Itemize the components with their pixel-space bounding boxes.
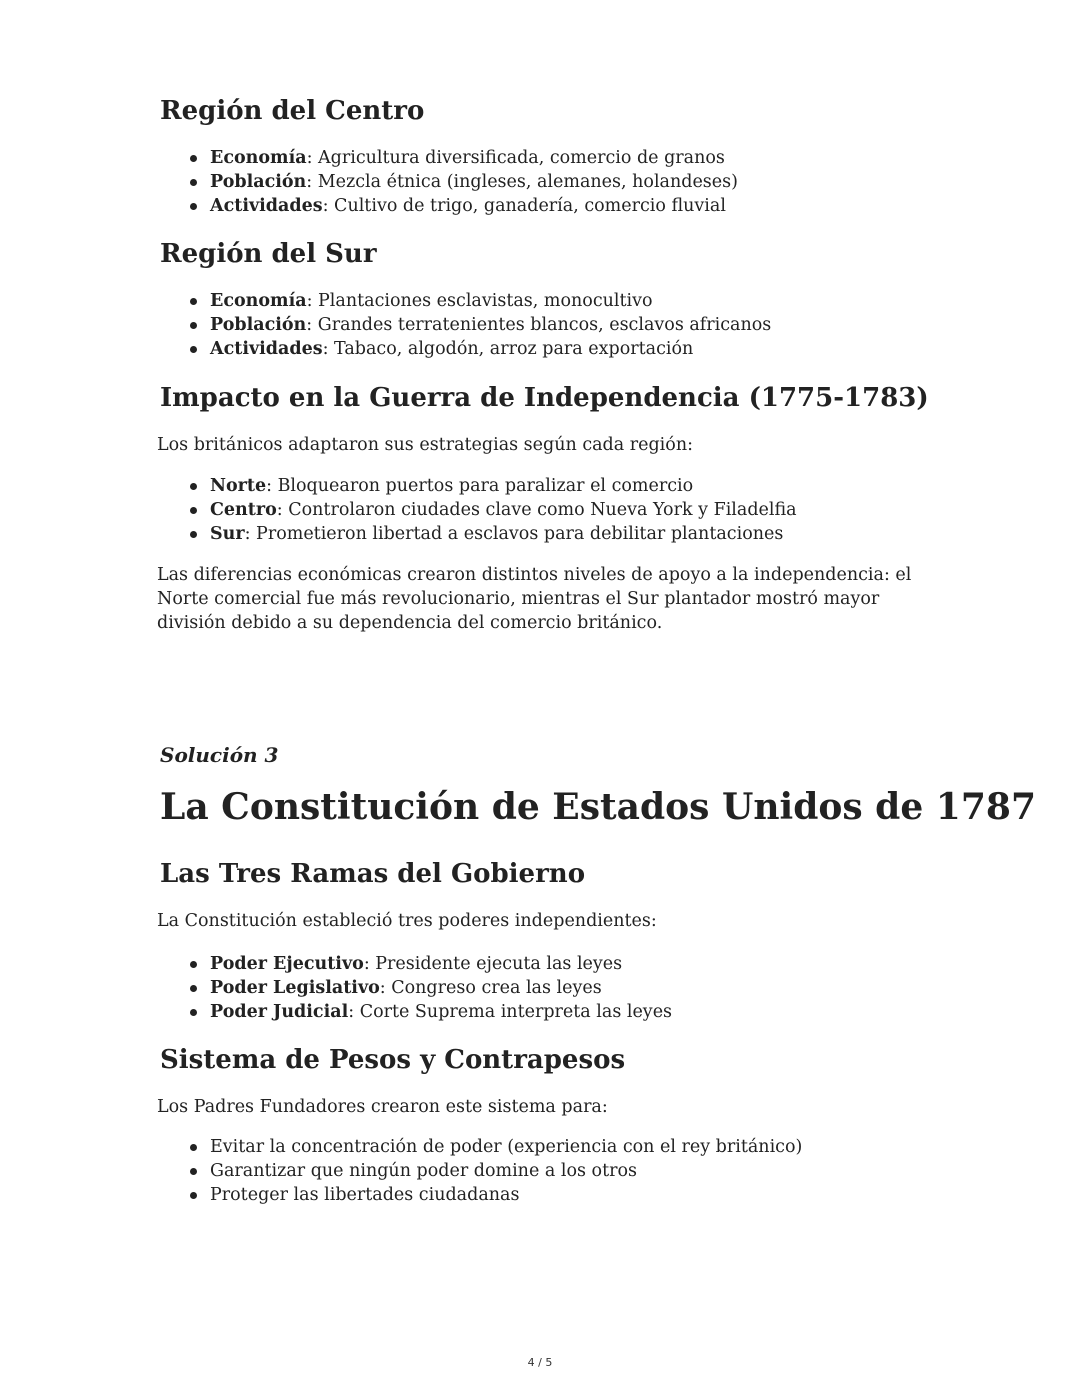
list-item-term: Economía (210, 291, 307, 311)
list-item-term: Norte (210, 476, 267, 496)
region-centro-list (190, 146, 738, 218)
list-item (190, 146, 738, 170)
list-item (190, 313, 771, 337)
list-item (190, 976, 672, 1000)
ramas-list (190, 952, 672, 1024)
impacto-heading: Impacto en la Guerra de Independencia (1775-1783) (160, 383, 929, 413)
list-item (190, 1000, 672, 1024)
list-item-text: : Mezcla étnica (ingleses, alemanes, holandeses) (306, 172, 738, 192)
solution-label: Solución 3 (160, 743, 279, 767)
page-title: La Constitución de Estados Unidos de 1787 (160, 786, 1036, 828)
pesos-list (190, 1135, 802, 1207)
region-sur-list (190, 289, 771, 361)
list-item (190, 952, 672, 976)
list-item (190, 498, 797, 522)
list-item-text: : Corte Suprema interpreta las leyes (348, 1002, 673, 1022)
list-item (190, 522, 797, 546)
list-item (190, 289, 771, 313)
list-item-term: Centro (210, 500, 277, 520)
list-item-term: Economía (210, 148, 307, 168)
list-item-text: : Grandes terratenientes blancos, esclavos africanos (306, 315, 772, 335)
list-item-term: Poder Judicial (210, 1002, 349, 1022)
list-item (190, 337, 771, 361)
pesos-intro: Los Padres Fundadores crearon este sistema para: (157, 1097, 608, 1117)
list-item: Evitar la concentración de poder (experiencia con el rey británico) (190, 1135, 802, 1159)
ramas-heading: Las Tres Ramas del Gobierno (160, 859, 586, 889)
list-item (190, 194, 738, 218)
list-item-term: Población (210, 172, 307, 192)
impacto-conclusion: Las diferencias económicas crearon distintos niveles de apoyo a la independencia: el Norte comercial fue más revolucionario, mientras el Sur plantador mostró mayor división debido a su dependencia del comercio británico. (157, 565, 912, 633)
list-item-text: : Agricultura diversificada, comercio de granos (306, 148, 725, 168)
region-sur-heading: Región del Sur (160, 239, 377, 269)
list-item-term: Población (210, 315, 307, 335)
list-item-term: Sur (210, 524, 245, 544)
list-item-term: Poder Ejecutivo (210, 954, 364, 974)
list-item-text: : Prometieron libertad a esclavos para debilitar plantaciones (244, 524, 784, 544)
list-item-text: : Tabaco, algodón, arroz para exportación (322, 339, 694, 359)
impacto-intro: Los británicos adaptaron sus estrategias según cada región: (157, 435, 693, 455)
ramas-intro: La Constitución estableció tres poderes independientes: (157, 911, 657, 931)
list-item: Garantizar que ningún poder domine a los otros (190, 1159, 802, 1183)
list-item (190, 474, 797, 498)
page-number: 4 / 5 (527, 1356, 553, 1369)
list-item-text: : Congreso crea las leyes (379, 978, 602, 998)
list-item-text: : Controlaron ciudades clave como Nueva York y Filadelfia (276, 500, 797, 520)
pesos-heading: Sistema de Pesos y Contrapesos (160, 1045, 626, 1075)
list-item: Proteger las libertades ciudadanas (190, 1183, 802, 1207)
list-item-term: Poder Legislativo (210, 978, 380, 998)
list-item-text: : Bloquearon puertos para paralizar el comercio (266, 476, 694, 496)
impacto-list (190, 474, 797, 546)
list-item-term: Actividades (210, 196, 323, 216)
list-item-text: : Plantaciones esclavistas, monocultivo (306, 291, 653, 311)
list-item-text: : Cultivo de trigo, ganadería, comercio fluvial (322, 196, 726, 216)
list-item-text: : Presidente ejecuta las leyes (363, 954, 623, 974)
list-item (190, 170, 738, 194)
region-centro-heading: Región del Centro (160, 96, 425, 126)
list-item-term: Actividades (210, 339, 323, 359)
